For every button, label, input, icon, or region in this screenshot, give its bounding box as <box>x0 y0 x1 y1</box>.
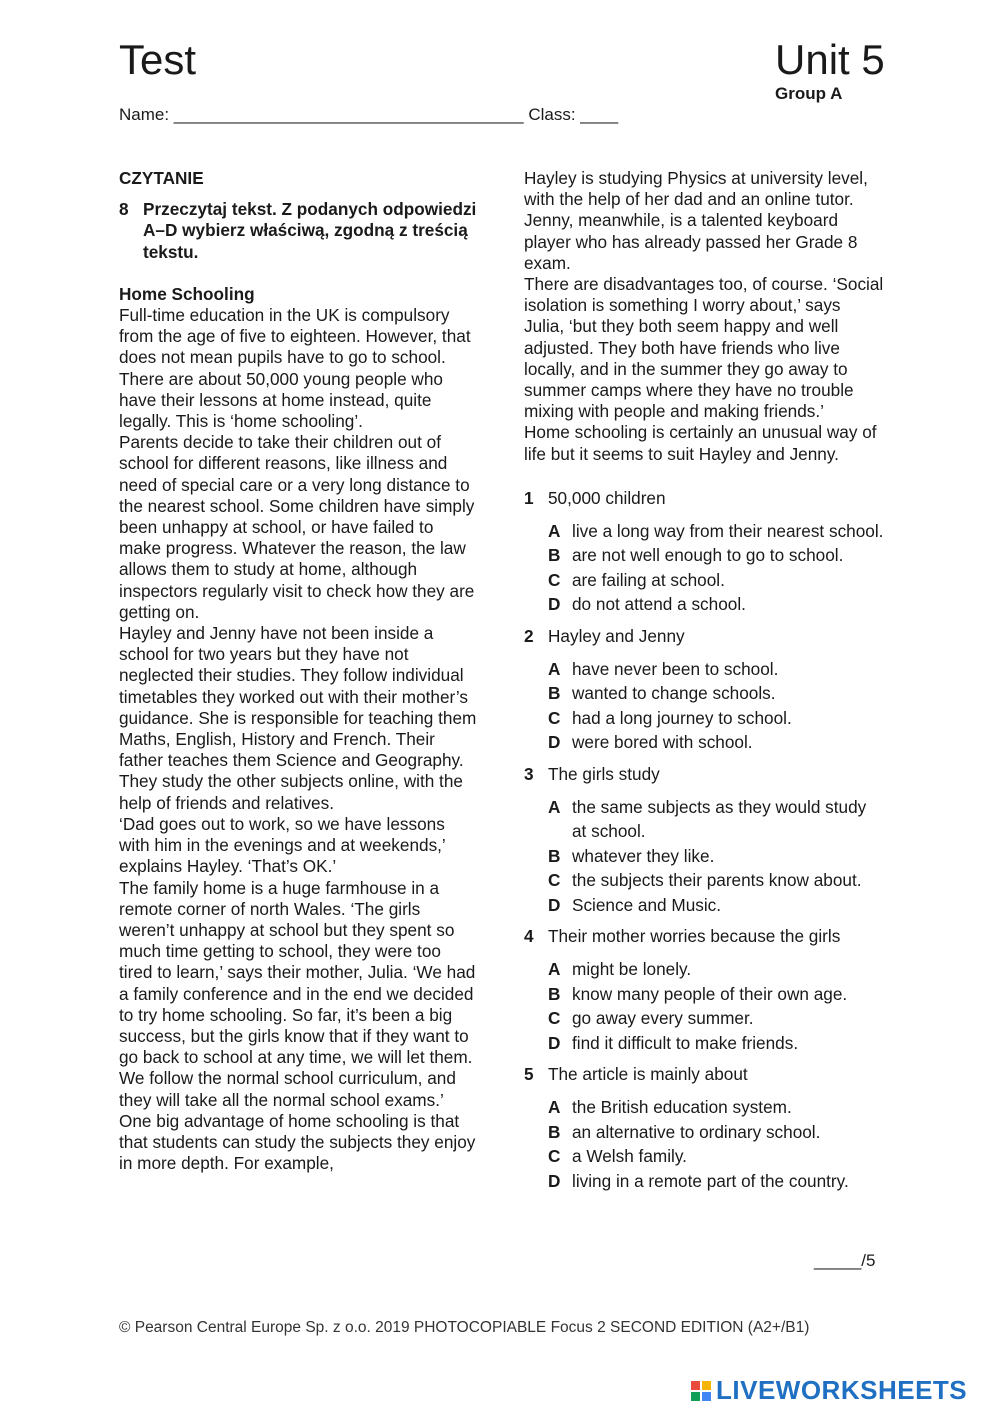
answer-option[interactable] <box>548 592 884 617</box>
article-paragraph: Parents decide to take their children out of school for different reasons, like illness and need of special care or a very long distance to the nearest school. Some children have simply been unhappy at school, or have failed to make progress. Whatever the reason, the law allows them to study at home, although inspectors regularly visit to check how they are getting on. <box>119 432 475 622</box>
option-letter: A <box>548 796 561 817</box>
article-paragraph: Hayley is studying Physics at university level, with the help of her dad and an online tutor. Jenny, meanwhile, is a talented keyboard player who has already passed her Grade 8 exam. <box>524 168 868 273</box>
answer-option[interactable] <box>548 568 884 593</box>
answer-option[interactable] <box>548 730 884 755</box>
answer-option[interactable] <box>548 957 884 982</box>
option-letter: D <box>548 732 561 753</box>
article-paragraph: The family home is a huge farmhouse in a remote corner of north Wales. ‘The girls weren’t unhappy at school but they spent so much time getting to school, they were too tired to learn,’ says their mother, Julia. ‘We had a family conference and in the end we decided to try home schooling. So far, it’s been a big success, but the girls know that if they want to go back to school at any time, we will let them. We follow the normal school curriculum, and they will take all the normal school exams.’ <box>119 877 476 1110</box>
brand-text: LIVEWORKSHEETS <box>716 1375 968 1405</box>
answer-option[interactable] <box>548 1169 884 1194</box>
option-text: were bored with school. <box>572 732 753 753</box>
answer-option[interactable] <box>548 657 884 682</box>
answer-option[interactable] <box>548 543 884 568</box>
option-text: have never been to school. <box>572 658 779 679</box>
question <box>524 1063 884 1193</box>
name-class-line: Name: _____________________________________ Class: ____ <box>119 105 619 124</box>
option-letter: C <box>548 1008 561 1029</box>
option-letter: B <box>548 545 561 566</box>
footer-copyright: © Pearson Central Europe Sp. z o.o. 2019 PHOTOCOPIABLE Focus 2 SECOND EDITION (A2+/B1) <box>119 1319 810 1336</box>
option-text: go away every summer. <box>572 1008 754 1029</box>
option-letter: A <box>548 658 561 679</box>
option-text: might be lonely. <box>572 959 692 980</box>
answer-option[interactable] <box>548 706 884 731</box>
answer-option[interactable] <box>548 868 884 893</box>
question-number: 5 <box>524 1064 534 1085</box>
option-letter: D <box>548 1032 561 1053</box>
question-number: 1 <box>524 487 534 508</box>
option-text: an alternative to ordinary school. <box>572 1121 821 1142</box>
question-number: 2 <box>524 625 534 646</box>
answer-option[interactable] <box>548 519 884 544</box>
option-letter: B <box>548 983 561 1004</box>
question-stem: The girls study <box>548 763 660 784</box>
option-letter: C <box>548 707 561 728</box>
article-paragraph: ‘Dad goes out to work, so we have lessons with him in the evenings and at weekends,’ explains Hayley. ‘That’s OK.’ <box>119 813 446 877</box>
option-letter: B <box>548 1121 561 1142</box>
option-text: are failing at school. <box>572 569 725 590</box>
option-text: the British education system. <box>572 1097 792 1118</box>
article-title: Home Schooling <box>119 283 255 304</box>
question-list <box>524 487 884 1194</box>
answer-option[interactable] <box>548 893 884 918</box>
option-letter: C <box>548 569 561 590</box>
question <box>524 625 884 755</box>
answer-option[interactable] <box>548 681 884 706</box>
option-text: know many people of their own age. <box>572 983 848 1004</box>
option-text: wanted to change schools. <box>572 683 776 704</box>
task-text: Przeczytaj tekst. Z podanych odpowiedzi A–D wybierz właściwą, zgodną z treścią tekstu. <box>143 199 477 262</box>
answer-option[interactable] <box>548 844 884 869</box>
option-letter: A <box>548 959 561 980</box>
liveworksheets-logo <box>690 1375 967 1406</box>
option-letter: D <box>548 1170 561 1191</box>
answer-option[interactable] <box>548 1144 884 1169</box>
unit-title: Unit 5 <box>775 36 885 83</box>
score-field: _____/5 <box>814 1251 876 1270</box>
group-label: Group A <box>775 84 843 103</box>
left-column <box>119 168 479 1174</box>
answer-option[interactable] <box>548 982 884 1007</box>
answer-option[interactable] <box>548 1120 884 1145</box>
option-letter: A <box>548 520 561 541</box>
answer-option[interactable] <box>548 795 884 844</box>
task-instruction <box>119 199 479 263</box>
answer-option[interactable] <box>548 1031 884 1056</box>
liveworksheets-icon <box>690 1380 712 1402</box>
question <box>524 925 884 1055</box>
task-number: 8 <box>119 199 129 220</box>
option-letter: A <box>548 1097 561 1118</box>
question <box>524 763 884 918</box>
option-text: the subjects their parents know about. <box>572 870 862 891</box>
option-text: find it difficult to make friends. <box>572 1032 799 1053</box>
article-paragraph: Hayley and Jenny have not been inside a school for two years but they have not neglected their studies. They follow individual timetables they worked out with their mother’s guidance. She is responsible for teaching them Maths, English, History and French. Their father teaches them Science and Geography. They study the other subjects online, with the help of friends and relatives. <box>119 623 477 813</box>
option-text: live a long way from their nearest school. <box>572 520 884 541</box>
option-letter: B <box>548 845 561 866</box>
option-text: the same subjects as they would study at school. <box>572 796 867 842</box>
right-column <box>524 168 884 1193</box>
option-letter: C <box>548 1146 561 1167</box>
question-stem: 50,000 children <box>548 487 666 508</box>
option-text: living in a remote part of the country. <box>572 1170 849 1191</box>
question-number: 4 <box>524 926 534 947</box>
article-paragraph: One big advantage of home schooling is that that students can study the subjects they enjoy in more depth. For example, <box>119 1110 476 1174</box>
question-stem: The article is mainly about <box>548 1064 748 1085</box>
answer-option[interactable] <box>548 1006 884 1031</box>
option-text: a Welsh family. <box>572 1146 687 1167</box>
page-title: Test <box>119 36 197 83</box>
article-paragraph: There are disadvantages too, of course. ‘Social isolation is something I worry about,’ says Julia, ‘but they both seem happy and well adjusted. They both have friends who live locally, and in the summer they go away to summer camps where they have no trouble mixing with people and making friends.’ <box>524 274 884 422</box>
option-letter: D <box>548 894 561 915</box>
option-text: Science and Music. <box>572 894 722 915</box>
option-text: are not well enough to go to school. <box>572 545 844 566</box>
option-text: whatever they like. <box>572 845 715 866</box>
option-letter: D <box>548 594 561 615</box>
option-letter: C <box>548 870 561 891</box>
question-number: 3 <box>524 763 534 784</box>
option-text: do not attend a school. <box>572 594 746 615</box>
answer-option[interactable] <box>548 1095 884 1120</box>
section-heading: CZYTANIE <box>119 168 204 188</box>
question-stem: Their mother worries because the girls <box>548 926 841 947</box>
question-stem: Hayley and Jenny <box>548 625 685 646</box>
option-letter: B <box>548 683 561 704</box>
article-paragraph: Full-time education in the UK is compulsory from the age of five to eighteen. However, that does not mean pupils have to go to school. There are about 50,000 young people who have their lessons at home instead, quite legally. This is ‘home schooling’. <box>119 305 471 432</box>
question <box>524 487 884 617</box>
option-text: had a long journey to school. <box>572 707 792 728</box>
article-paragraph: Home schooling is certainly an unusual way of life but it seems to suit Hayley and Jenny. <box>524 422 877 464</box>
